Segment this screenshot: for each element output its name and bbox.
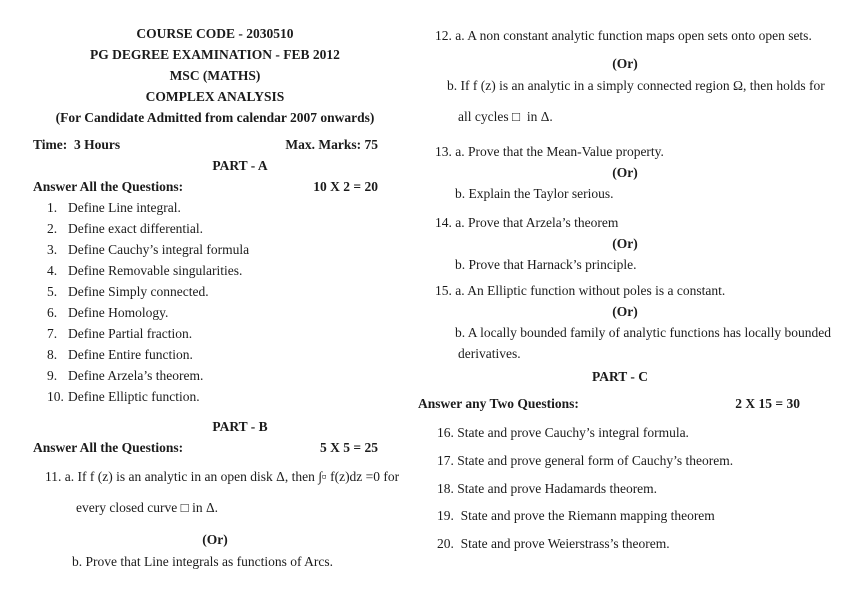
max-marks-label: Max. Marks: 75 (285, 137, 378, 152)
question-18: 18. State and prove Hadamards theorem. (437, 481, 658, 496)
question-17: 17. State and prove general form of Cauchy’s theorem. (437, 453, 734, 468)
question-number: 10. (47, 389, 64, 404)
part-a-instruction: Answer All the Questions: (33, 179, 184, 194)
left-column (30, 0, 400, 572)
question-row (30, 281, 400, 302)
question-number: 6. (47, 305, 58, 320)
or-separator: (Or) (612, 304, 638, 319)
question-15a: 15. a. An Elliptic function without poles is a constant. (435, 283, 726, 298)
question-number: 9. (47, 368, 58, 383)
part-a-title: PART - A (212, 158, 268, 173)
question-14a: 14. a. Prove that Arzela’s theorem (435, 215, 619, 230)
question-text: Define Elliptic function. (68, 389, 200, 404)
question-number: 2. (47, 221, 58, 236)
question-12b-line1: b. If f (z) is an analytic in a simply connected region Ω, then holds for (447, 78, 825, 93)
question-row (30, 344, 400, 365)
question-13b: b. Explain the Taylor serious. (455, 186, 614, 201)
or-separator: (Or) (612, 56, 638, 71)
question-16: 16. State and prove Cauchy’s integral formula. (437, 425, 689, 440)
question-19: 19. State and prove the Riemann mapping theorem (437, 508, 715, 523)
right-column (418, 0, 832, 554)
question-text: Define Arzela’s theorem. (68, 368, 204, 383)
question-14b: b. Prove that Harnack’s principle. (455, 257, 637, 272)
time-label: Time: 3 Hours (33, 137, 121, 152)
question-12a: 12. a. A non constant analytic function maps open sets onto open sets. (435, 28, 812, 43)
part-c-instruction-row (418, 393, 800, 414)
question-number: 7. (47, 326, 58, 341)
question-row (30, 323, 400, 344)
part-b-instruction-row (33, 437, 378, 458)
question-number: 5. (47, 284, 58, 299)
or-separator: (Or) (612, 236, 638, 251)
question-11a-line1: 11. a. If f (z) is an analytic in an open disk Δ, then ∫▫ f(z)dz =0 for (45, 469, 400, 484)
question-text: Define exact differential. (68, 221, 204, 236)
question-text: Define Simply connected. (68, 284, 209, 299)
subject-line: COMPLEX ANALYSIS (145, 89, 285, 104)
part-b-marks: 5 X 5 = 25 (320, 440, 378, 455)
question-20: 20. State and prove Weierstrass’s theorem. (437, 536, 670, 551)
question-row (30, 302, 400, 323)
question-row (30, 260, 400, 281)
part-b-title: PART - B (212, 419, 268, 434)
question-11b: b. Prove that Line integrals as functions of Arcs. (72, 554, 333, 569)
part-a-question-list (30, 197, 400, 407)
question-row (30, 365, 400, 386)
question-text: Define Partial fraction. (68, 326, 193, 341)
degree-line: MSC (MATHS) (169, 68, 261, 83)
question-13a: 13. a. Prove that the Mean-Value property. (435, 144, 664, 159)
part-b-instruction: Answer All the Questions: (33, 440, 184, 455)
question-15b-line1: b. A locally bounded family of analytic functions has locally bounded (455, 325, 832, 340)
or-separator: (Or) (612, 165, 638, 180)
part-a-instruction-row (33, 176, 378, 197)
exam-title-line: PG DEGREE EXAMINATION - FEB 2012 (90, 47, 340, 62)
question-number: 8. (47, 347, 58, 362)
question-11a-line2: every closed curve □ in Δ. (76, 500, 219, 515)
question-text: Define Cauchy’s integral formula (68, 242, 250, 257)
question-number: 4. (47, 263, 58, 278)
question-text: Define Homology. (68, 305, 169, 320)
admission-note-line: (For Candidate Admitted from calendar 2007 onwards) (55, 110, 375, 125)
part-a-marks: 10 X 2 = 20 (313, 179, 378, 194)
time-marks-row (33, 134, 378, 155)
question-15b-line2: derivatives. (458, 346, 521, 361)
question-text: Define Removable singularities. (68, 263, 243, 278)
question-row (30, 239, 400, 260)
question-12b-line2: all cycles □ in Δ. (458, 109, 553, 124)
question-number: 3. (47, 242, 58, 257)
or-separator: (Or) (202, 532, 228, 547)
question-row (30, 218, 400, 239)
part-c-instruction: Answer any Two Questions: (418, 396, 579, 411)
question-text: Define Entire function. (68, 347, 193, 362)
part-c-title: PART - C (591, 369, 649, 384)
question-text: Define Line integral. (68, 200, 181, 215)
course-code-line: COURSE CODE - 2030510 (136, 26, 294, 41)
question-row (30, 197, 400, 218)
question-number: 1. (47, 200, 58, 215)
part-c-marks: 2 X 15 = 30 (735, 396, 800, 411)
question-row (30, 386, 400, 407)
